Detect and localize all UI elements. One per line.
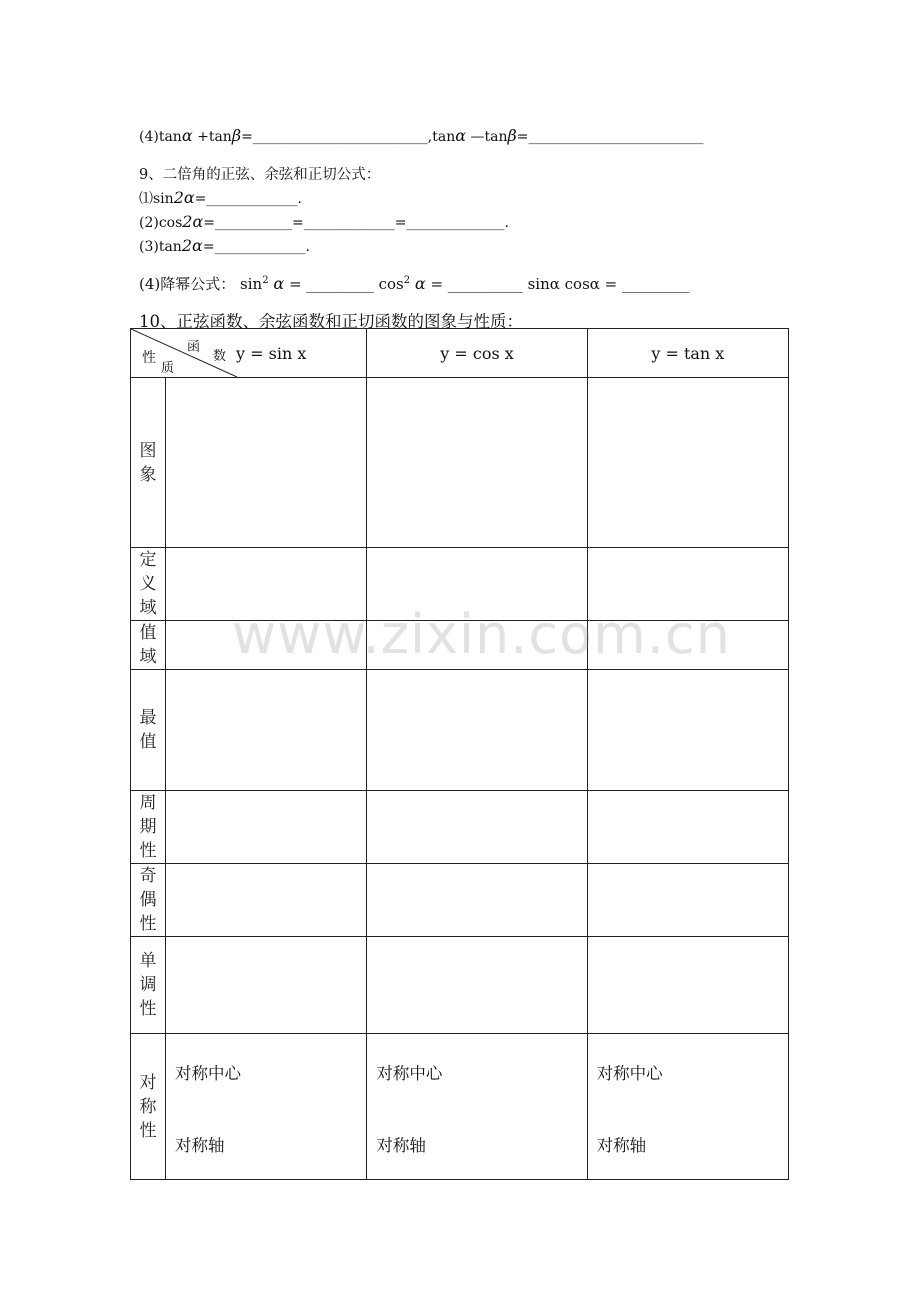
- corner-label-function-2: 数: [213, 349, 227, 364]
- formula-tan-sum-difference: (4)tanα +tanβ=_________________________,tanα —tanβ=_________________________: [139, 126, 704, 145]
- sin-symmetry-center-label: 对称中心: [175, 1064, 242, 1083]
- cell-cos-monotonicity[interactable]: [367, 937, 587, 1034]
- cell-sin-range[interactable]: [166, 621, 367, 670]
- cell-sin-period[interactable]: [166, 791, 367, 864]
- cell-tan-monotonicity[interactable]: [587, 937, 788, 1034]
- row-label-domain: 定 义 域: [131, 548, 166, 621]
- row-label-period: 周 期 性: [131, 791, 166, 864]
- table-row-parity: [131, 864, 789, 937]
- header-sin: y = sin x: [236, 344, 307, 363]
- formula-power-reduction: (4)降幂公式： $\sin^2 \alpha$ = _________ $\cos^2 \alpha$ = __________ sinα cosα = _________: [139, 274, 690, 293]
- row-label-extrema: 最 值: [131, 670, 166, 791]
- cell-cos-symmetry[interactable]: [367, 1034, 587, 1180]
- cell-cos-domain[interactable]: [367, 548, 587, 621]
- sin-symmetry-axis-label: 对称轴: [175, 1136, 225, 1155]
- table-row-domain: [131, 548, 789, 621]
- cos-symmetry-axis-label: 对称轴: [376, 1136, 426, 1155]
- header-cos: y = cos x: [367, 329, 587, 378]
- table-row-extrema: [131, 670, 789, 791]
- watermark: www.zixin.com.cn: [232, 603, 731, 666]
- cell-sin-domain[interactable]: [166, 548, 367, 621]
- formula-tan-double: (3)tan2α=_____________.: [139, 236, 310, 255]
- cell-sin-extrema[interactable]: [166, 670, 367, 791]
- cell-sin-symmetry[interactable]: [166, 1034, 367, 1180]
- cell-cos-extrema[interactable]: [367, 670, 587, 791]
- cell-tan-range[interactable]: [587, 621, 788, 670]
- tan-symmetry-axis-label: 对称轴: [596, 1136, 647, 1155]
- cell-sin-monotonicity[interactable]: [166, 937, 367, 1034]
- corner-label-quality: 质: [161, 361, 175, 376]
- cell-sin-parity[interactable]: [166, 864, 367, 937]
- cell-cos-period[interactable]: [367, 791, 587, 864]
- table-header-row: [131, 329, 789, 378]
- cell-tan-symmetry[interactable]: [587, 1034, 788, 1180]
- row-label-range: 值 域: [131, 621, 166, 670]
- cell-tan-domain[interactable]: [587, 548, 788, 621]
- row-label-graph: 图 象: [131, 378, 166, 548]
- corner-label-function-1: 函: [187, 340, 201, 355]
- table-row-range: [131, 621, 789, 670]
- cell-cos-graph[interactable]: [367, 378, 587, 548]
- table-row-period: [131, 791, 789, 864]
- corner-cell: [131, 329, 367, 378]
- table-row-graph: [131, 378, 789, 548]
- formula-cos-double: (2)cos2α=___________=_____________=______________.: [139, 212, 509, 231]
- cell-tan-extrema[interactable]: [587, 670, 788, 791]
- cos-symmetry-center-label: 对称中心: [376, 1064, 443, 1083]
- row-label-monotonicity: 单 调 性: [131, 937, 166, 1034]
- cell-sin-graph[interactable]: [166, 378, 367, 548]
- formula-sin-double: ⑴sin2α=_____________.: [139, 188, 302, 207]
- trig-properties-table: [130, 328, 789, 1180]
- section-9-heading: 9、二倍角的正弦、余弦和正切公式：: [139, 167, 381, 183]
- cell-cos-range[interactable]: [367, 621, 587, 670]
- cell-tan-graph[interactable]: [587, 378, 788, 548]
- cell-tan-period[interactable]: [587, 791, 788, 864]
- row-label-parity: 奇 偶 性: [131, 864, 166, 937]
- corner-label-property: 性: [142, 350, 156, 366]
- section-10-heading: 10、正弦函数、余弦函数和正切函数的图象与性质：: [139, 312, 523, 331]
- row-label-symmetry: 对 称 性: [131, 1034, 166, 1180]
- table-row-monotonicity: [131, 937, 789, 1034]
- cell-tan-parity[interactable]: [587, 864, 788, 937]
- cell-cos-parity[interactable]: [367, 864, 587, 937]
- header-tan: y = tan x: [587, 329, 788, 378]
- tan-symmetry-center-label: 对称中心: [596, 1064, 663, 1083]
- table-row-symmetry: [131, 1034, 789, 1180]
